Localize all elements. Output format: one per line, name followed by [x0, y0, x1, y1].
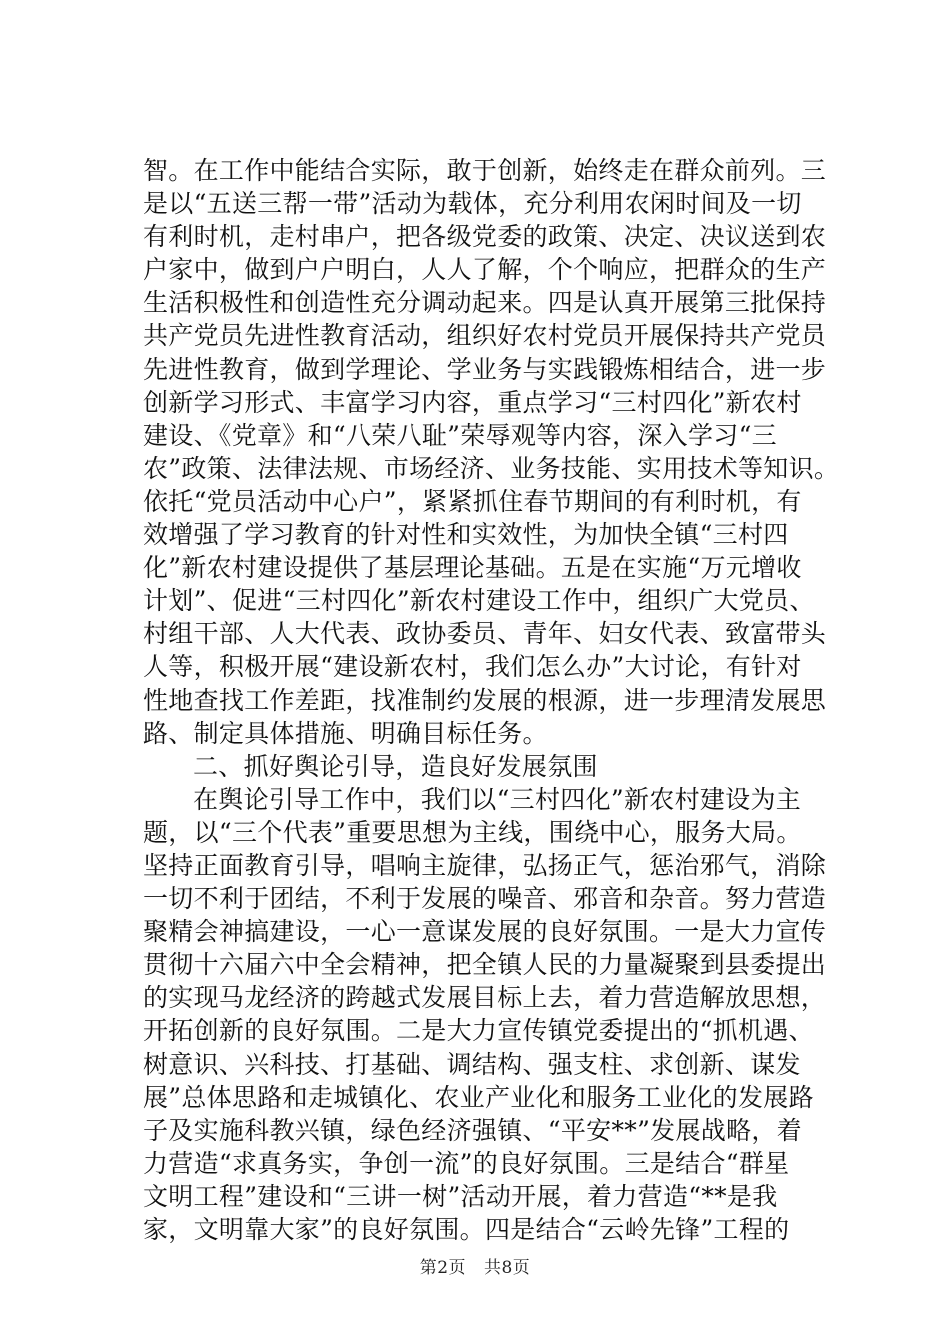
- text-line: 创新学习形式、丰富学习内容，重点学习“三村四化”新农村: [143, 387, 802, 417]
- text-line: 力营造“求真务实，争创一流”的良好氛围。三是结合“群星: [143, 1148, 790, 1178]
- text-line: 在舆论引导工作中，我们以“三村四化”新农村建设为主: [193, 784, 802, 814]
- text-line: 智。在工作中能结合实际，敢于创新，始终走在群众前列。三: [143, 156, 827, 185]
- text-line: 效增强了学习教育的针对性和实效性，为加快全镇“三村四: [143, 520, 789, 550]
- page-footer: [0, 1253, 950, 1278]
- text-line: 路、制定具体措施、明确目标任务。: [143, 718, 548, 748]
- text-line: 文明工程”建设和“三讲一树”活动开展，着力营造“**是我: [143, 1181, 778, 1211]
- page-total: 共8页: [483, 1258, 531, 1278]
- text-line: 是以“五送三帮一带”活动为载体，充分利用农闲时间及一切: [143, 189, 802, 219]
- text-line: 有利时机，走村串户，把各级党委的政策、决定、决议送到农: [143, 222, 827, 252]
- text-line: 展”总体思路和走城镇化、农业产业化和服务工业化的发展路: [143, 1082, 814, 1112]
- text-line: 贯彻十六届六中全会精神，把全镇人民的力量凝聚到县委提出: [143, 950, 827, 980]
- text-line: 聚精会神搞建设，一心一意谋发展的良好氛围。一是大力宣传: [143, 917, 827, 947]
- document-body: [143, 154, 840, 1246]
- text-line: 化”新农村建设提供了基层理论基础。五是在实施“万元增收: [143, 553, 802, 583]
- text-line: 一切不利于团结，不利于发展的噪音、邪音和杂音。努力营造: [143, 884, 827, 914]
- text-line: 生活积极性和创造性充分调动起来。四是认真开展第三批保持: [143, 288, 827, 318]
- text-line: 户家中，做到户户明白，人人了解，个个响应，把群众的生产: [143, 255, 827, 285]
- text-line: 依托“党员活动中心户”，紧紧抓住春节期间的有利时机，有: [143, 486, 802, 516]
- text-line: 题，以“三个代表”重要思想为主线，围绕中心，服务大局。: [143, 817, 802, 847]
- page-number: 第2页: [419, 1258, 467, 1278]
- text-line: 坚持正面教育引导，唱响主旋律，弘扬正气，惩治邪气，消除: [143, 850, 827, 880]
- text-line: 树意识、兴科技、打基础、调结构、强支柱、求创新、谋发: [143, 1049, 801, 1079]
- text-line: 人等，积极开展“建设新农村，我们怎么办”大讨论，有针对: [143, 652, 802, 682]
- text-line: 家，文明靠大家”的良好氛围。四是结合“云岭先锋”工程的: [143, 1215, 790, 1244]
- text-line: 子及实施科教兴镇，绿色经济强镇、“平安**”发展战略，着: [143, 1115, 802, 1145]
- text-line: 建设、《党章》和“八荣八耻”荣辱观等内容，深入学习“三: [143, 420, 777, 450]
- text-line: 性地查找工作差距，找准制约发展的根源，进一步理清发展思: [143, 685, 827, 715]
- text-line: 二、抓好舆论引导，造良好发展氛围: [193, 751, 598, 781]
- text-line: 农”政策、法律法规、市场经济、业务技能、实用技术等知识。: [143, 453, 840, 483]
- text-line: 先进性教育，做到学理论、学业务与实践锻炼相结合，进一步: [143, 354, 827, 384]
- text-line: 计划”、促进“三村四化”新农村建设工作中，组织广大党员、: [143, 586, 815, 616]
- text-line: 村组干部、人大代表、政协委员、青年、妇女代表、致富带头: [143, 619, 827, 649]
- text-line: 共产党员先进性教育活动，组织好农村党员开展保持共产党员: [143, 321, 827, 351]
- text-line: 开拓创新的良好氛围。二是大力宣传镇党委提出的“抓机遇、: [143, 1016, 814, 1046]
- text-line: 的实现马龙经济的跨越式发展目标上去，着力营造解放思想，: [143, 983, 827, 1013]
